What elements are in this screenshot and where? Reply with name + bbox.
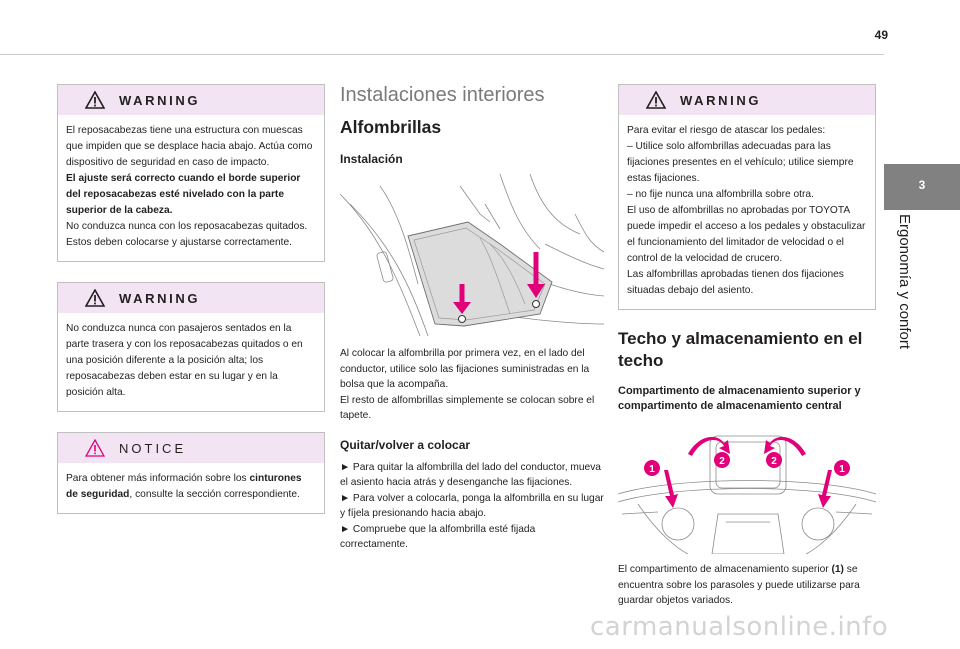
column-left [57, 84, 325, 526]
warning-text: – Utilice solo alfombrillas adecuadas para las fijaciones presentes en el vehículo; utilice siempre estas fijaciones. [627, 141, 854, 184]
warning-triangle-icon [85, 91, 105, 109]
svg-text:2: 2 [719, 456, 725, 467]
warning-text: No conduzca nunca con pasajeros sentados en la parte trasera y con los reposacabezas quitados o en una posición diferente a la posición alta; los reposacabezas deben estar en su lugar y en la posición alta. [66, 323, 303, 398]
warning-header [619, 85, 875, 115]
roof-storage-drawing [618, 424, 876, 554]
column-middle [340, 84, 604, 553]
storage-ref-1: (1) [831, 564, 844, 575]
section-title: Instalaciones interiores [340, 84, 545, 106]
warning-body [619, 115, 875, 309]
notice-text-c: , consulte la sección correspondiente. [129, 489, 300, 500]
warning-header [58, 283, 324, 313]
step-check: ► Compruebe que la alfombrilla esté fijada correctamente. [340, 523, 536, 550]
warning-body [58, 115, 324, 261]
step-refit: ► Para volver a colocarla, ponga la alfombrilla en su lugar y fíjela presionando hacia abajo. [340, 492, 604, 519]
storage-text [618, 562, 876, 609]
page-number: 49 [874, 28, 888, 42]
watermark: carmanualsonline.info [590, 612, 889, 642]
heading-floor-mats: Alfombrillas [340, 117, 442, 137]
warning-box-rear-passengers [57, 282, 325, 412]
storage-text-c: se encuentra sobre los parasoles y puede utilizarse para guardar objetos variados. [618, 564, 860, 606]
warning-box-headrest [57, 84, 325, 262]
subheading-installation: Instalación [340, 152, 403, 166]
notice-text-a: Para obtener más información sobre los [66, 473, 250, 484]
warning-header [58, 85, 324, 115]
notice-box [57, 432, 325, 514]
warning-text: El reposacabezas tiene una estructura con muescas que impiden que se desplace hacia abajo. Actúa como dispositivo de seguridad en caso de impacto. [66, 125, 313, 168]
heading-roof-storage: Techo y almacenamiento en el techo [618, 329, 863, 370]
callout-2-left [714, 452, 730, 468]
chapter-tab [884, 164, 960, 210]
roof-storage-illustration [618, 424, 876, 554]
step-remove: ► Para quitar la alfombrilla del lado del conductor, mueva el asiento hacia atrás y desenganche las fijaciones. [340, 461, 601, 488]
warning-text-bold: El ajuste será correcto cuando el borde superior del reposacabezas esté nivelado con la parte superior de la cabeza. [66, 173, 301, 216]
installation-text-1: Al colocar la alfombrilla por primera vez, en el lado del conductor, utilice solo las fijaciones suministradas en la bolsa que la acompaña. [340, 348, 590, 390]
warning-triangle-icon [85, 289, 105, 307]
chapter-tab-number: 3 [918, 178, 926, 192]
installation-text-2: El resto de alfombrillas simplemente se colocan sobre el tapete. [340, 394, 595, 421]
warning-title: WARNING [119, 92, 201, 108]
notice-header [58, 433, 324, 463]
notice-text [66, 471, 316, 503]
svg-text:1: 1 [839, 464, 845, 475]
callout-1-left [644, 460, 660, 476]
column-right [618, 84, 876, 609]
notice-title: NOTICE [119, 440, 187, 456]
warning-body [58, 313, 324, 411]
warning-triangle-icon [646, 91, 666, 109]
warning-text: Para evitar el riesgo de atascar los pedales: [627, 125, 826, 136]
notice-link-seatbelts: cinturones de seguridad [66, 473, 302, 500]
warning-title: WARNING [680, 92, 762, 108]
subheading-storage-compartments: Compartimento de almacenamiento superior y compartimento de almacenamiento central [618, 385, 861, 412]
floor-mat-drawing [340, 174, 604, 336]
notice-triangle-icon [85, 439, 105, 457]
floor-mat-illustration [340, 174, 604, 336]
subheading-remove-refit: Quitar/volver a colocar [340, 437, 471, 452]
warning-box-pedals [618, 84, 876, 310]
storage-text-a: El compartimento de almacenamiento superior [618, 564, 832, 575]
warning-text: No conduzca nunca con los reposacabezas quitados. Estos deben colocarse y ajustarse correctamente. [66, 221, 308, 248]
notice-body [58, 463, 324, 513]
svg-text:2: 2 [771, 456, 777, 467]
top-rule [0, 54, 884, 55]
callout-1-right [834, 460, 850, 476]
callout-2-right [766, 452, 782, 468]
warning-text: Las alfombrillas aprobadas tienen dos fijaciones situadas debajo del asiento. [627, 269, 844, 296]
svg-text:1: 1 [649, 464, 655, 475]
warning-text: – no fije nunca una alfombrilla sobre otra. [627, 189, 814, 200]
warning-title: WARNING [119, 290, 201, 306]
chapter-label: Ergonomía y confort [896, 214, 913, 350]
warning-text: El uso de alfombrillas no aprobadas por TOYOTA puede impedir el acceso a los pedales y obstaculizar el funcionamiento del limitador de velocidad o el control de la velocidad de crucero. [627, 205, 866, 264]
